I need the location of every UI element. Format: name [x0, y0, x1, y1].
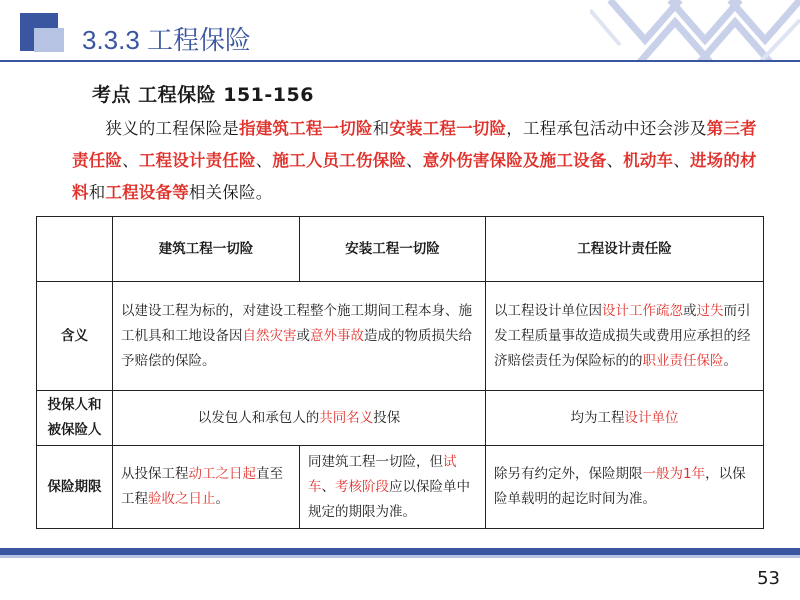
section-subheading: 考点 工程保险 151-156 [92, 84, 314, 106]
page-title: 3.3.3 工程保险 [82, 25, 252, 55]
header-installation-all-risks: 安装工程一切险 [300, 217, 486, 282]
text-run: 除另有约定外，保险期限 [494, 466, 643, 482]
highlighted-term: 第三者责任险 [72, 119, 757, 170]
highlighted-term: 共同名义 [319, 409, 374, 426]
footer-bar [0, 548, 800, 555]
header-rule [0, 60, 800, 62]
highlighted-term: 验收之日止 [148, 491, 216, 507]
highlighted-term: 意外伤害保险及施工设备 [422, 151, 607, 170]
highlighted-term: 工程设计责任险 [138, 151, 256, 170]
cell-meaning-design [486, 282, 764, 391]
highlighted-term: 进场的材料 [72, 151, 757, 202]
row-label-meaning: 含义 [37, 282, 113, 391]
text-run: 应以保险单中规定的期限为准。 [308, 478, 470, 520]
footer-bar-light [0, 555, 800, 558]
cell-period-installation [300, 446, 486, 529]
highlighted-term: 设计工作疏忽 [602, 302, 683, 319]
text-run: 狭义的工程保险是 [72, 119, 239, 138]
table-header-row [37, 217, 764, 282]
text-run: 同建筑工程一切险，但 [308, 453, 443, 470]
row-label-period: 保险期限 [37, 446, 113, 529]
highlighted-term: 自然灾害 [242, 327, 297, 344]
highlighted-term: 一般为1年 [642, 466, 706, 482]
text-run: 造成的物质损失给予赔偿的保险。 [121, 327, 472, 369]
text-run: 均为工程 [570, 409, 625, 426]
text-run: 相关保险。 [188, 183, 273, 202]
text-run: 投保 [373, 409, 401, 426]
cell-meaning-construction [113, 282, 486, 391]
highlighted-term: 动工之日起 [188, 466, 256, 482]
text-run: 和 [372, 119, 390, 138]
highlighted-term: 过失 [696, 302, 724, 319]
header-design-liability: 工程设计责任险 [486, 217, 764, 282]
text-run: 。 [215, 491, 229, 507]
text-run: 。 [723, 352, 737, 369]
row-label-insured: 投保人和被保险人 [37, 391, 113, 446]
cell-period-construction [113, 446, 300, 529]
text-run: 以发包人和承包人的 [197, 409, 320, 426]
highlighted-term: 施工人员工伤保险 [272, 151, 407, 170]
text-run: 、 [255, 151, 273, 170]
highlighted-term: 意外事故 [310, 327, 364, 344]
header-construction-all-risks: 建筑工程一切险 [113, 217, 300, 282]
highlighted-term: 安装工程一切险 [389, 119, 507, 138]
insurance-comparison-table [36, 216, 764, 529]
page-number: 53 [757, 568, 780, 589]
highlighted-term: 设计单位 [624, 409, 679, 426]
text-run: 、 [606, 151, 624, 170]
text-run: 和 [88, 183, 106, 202]
text-run: 以建设工程为标的，对建设工程整个施工期间工程本身、施工机具和工地设备因 [121, 302, 472, 344]
text-run: 而引发工程质量事故造成损失或费用应承担的经济赔偿责任为保险标的的 [494, 302, 751, 369]
logo-square-light [34, 28, 64, 52]
text-run: 、 [673, 151, 690, 170]
highlighted-term: 指建筑工程一切险 [239, 119, 373, 138]
highlighted-term: 工程设备等 [105, 183, 189, 202]
highlighted-term: 职业责任保险 [642, 352, 724, 369]
table-row-meaning [37, 282, 764, 391]
corner-decoration [590, 0, 800, 62]
text-run: 或 [683, 302, 697, 319]
cell-insured-design [486, 391, 764, 446]
text-run: 、 [321, 478, 335, 495]
cell-insured-shared [113, 391, 486, 446]
text-run: 或 [296, 327, 310, 344]
text-run: 从投保工程 [121, 466, 189, 482]
text-run: ，以保险单载明的起讫时间为准。 [494, 466, 746, 507]
text-run: 、 [406, 151, 423, 170]
text-run: 、 [122, 151, 139, 170]
highlighted-term: 试车 [308, 453, 457, 495]
text-run: ，工程承包活动中还会涉及 [506, 119, 707, 138]
intro-paragraph [72, 113, 762, 209]
text-run: 以工程设计单位因 [494, 302, 602, 319]
header-empty-cell [37, 217, 113, 282]
highlighted-term: 机动车 [623, 151, 674, 170]
highlighted-term: 考核阶段 [335, 478, 389, 495]
table-row-insured [37, 391, 764, 446]
text-run: 直至工程 [121, 466, 283, 507]
table-row-period [37, 446, 764, 529]
cell-period-design [486, 446, 764, 529]
